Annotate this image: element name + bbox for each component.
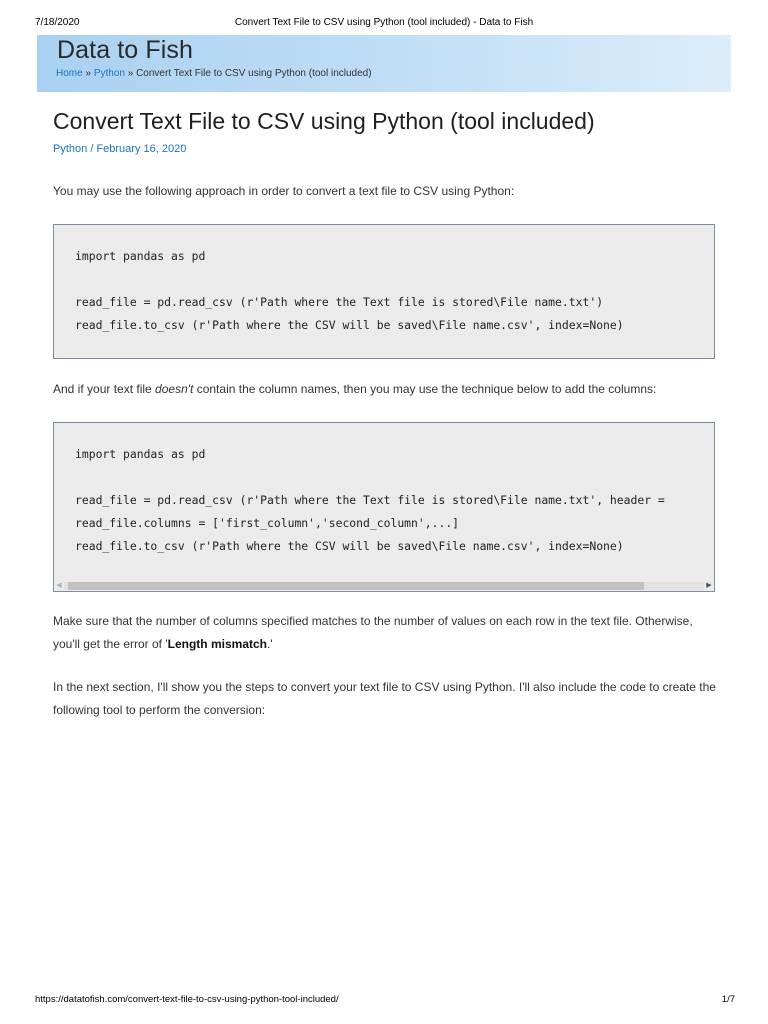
site-name[interactable]: Data to Fish bbox=[57, 36, 193, 64]
meta-separator: / bbox=[90, 143, 94, 155]
scroll-left-icon[interactable]: ◀ bbox=[56, 582, 62, 589]
code-content bbox=[75, 245, 624, 337]
breadcrumb bbox=[56, 68, 372, 79]
code-line bbox=[75, 466, 665, 489]
text-run: .' bbox=[267, 637, 273, 651]
print-page-title: Convert Text File to CSV using Python (tool included) - Data to Fish bbox=[234, 17, 534, 28]
text-run: contain the column names, then you may use the technique below to add the columns: bbox=[193, 382, 657, 396]
emphasis-text: doesn't bbox=[155, 382, 194, 396]
code-line: read_file.columns = ['first_column','second_column',...] bbox=[75, 516, 460, 530]
breadcrumb-home-link[interactable]: Home bbox=[56, 68, 83, 79]
breadcrumb-separator: » bbox=[127, 68, 134, 79]
post-date-link[interactable]: February 16, 2020 bbox=[96, 143, 187, 155]
page-number: 1/7 bbox=[721, 994, 735, 1005]
page-url: https://datatofish.com/convert-text-file-to-csv-using-python-tool-included/ bbox=[35, 994, 339, 1005]
article-meta bbox=[53, 143, 186, 155]
code-line: read_file = pd.read_csv (r'Path where the Text file is stored\File name.txt', header = bbox=[75, 493, 665, 507]
print-date: 7/18/2020 bbox=[35, 17, 80, 28]
text-run: Make sure that the number of columns specified matches to the number of values on each row in the text file. Otherwise, you'll get the error of ' bbox=[53, 614, 693, 651]
code-line: read_file.to_csv (r'Path where the CSV will be saved\File name.csv', index=None) bbox=[75, 318, 624, 332]
code-line: import pandas as pd bbox=[75, 447, 206, 461]
code-line bbox=[75, 268, 624, 291]
horizontal-scrollbar[interactable] bbox=[54, 580, 714, 591]
column-names-paragraph bbox=[53, 378, 718, 401]
code-block-basic[interactable] bbox=[53, 224, 715, 359]
intro-paragraph: You may use the following approach in order to convert a text file to CSV using Python: bbox=[53, 184, 515, 198]
code-block-with-columns[interactable] bbox=[53, 422, 715, 592]
code-line: import pandas as pd bbox=[75, 249, 206, 263]
mismatch-paragraph bbox=[53, 610, 718, 656]
category-link[interactable]: Python bbox=[53, 143, 88, 155]
scrollbar-thumb[interactable] bbox=[68, 582, 644, 590]
code-content bbox=[75, 443, 665, 558]
breadcrumb-current: Convert Text File to CSV using Python (tool included) bbox=[136, 68, 372, 79]
print-header bbox=[0, 17, 768, 31]
print-footer bbox=[0, 994, 768, 1008]
code-line: read_file.to_csv (r'Path where the CSV will be saved\File name.csv', index=None) bbox=[75, 539, 624, 553]
next-section-paragraph: In the next section, I'll show you the steps to convert your text file to CSV using Python. I'll also include the code to create the following tool to perform the conversion: bbox=[53, 680, 716, 717]
scroll-right-icon[interactable]: ▶ bbox=[706, 582, 712, 589]
breadcrumb-separator: » bbox=[85, 68, 92, 79]
site-banner bbox=[37, 35, 731, 92]
code-line: read_file = pd.read_csv (r'Path where the Text file is stored\File name.txt') bbox=[75, 295, 604, 309]
bold-text: Length mismatch bbox=[167, 637, 267, 651]
article-title: Convert Text File to CSV using Python (tool included) bbox=[53, 108, 595, 134]
text-run: And if your text file bbox=[53, 382, 156, 396]
breadcrumb-python-link[interactable]: Python bbox=[93, 68, 125, 79]
